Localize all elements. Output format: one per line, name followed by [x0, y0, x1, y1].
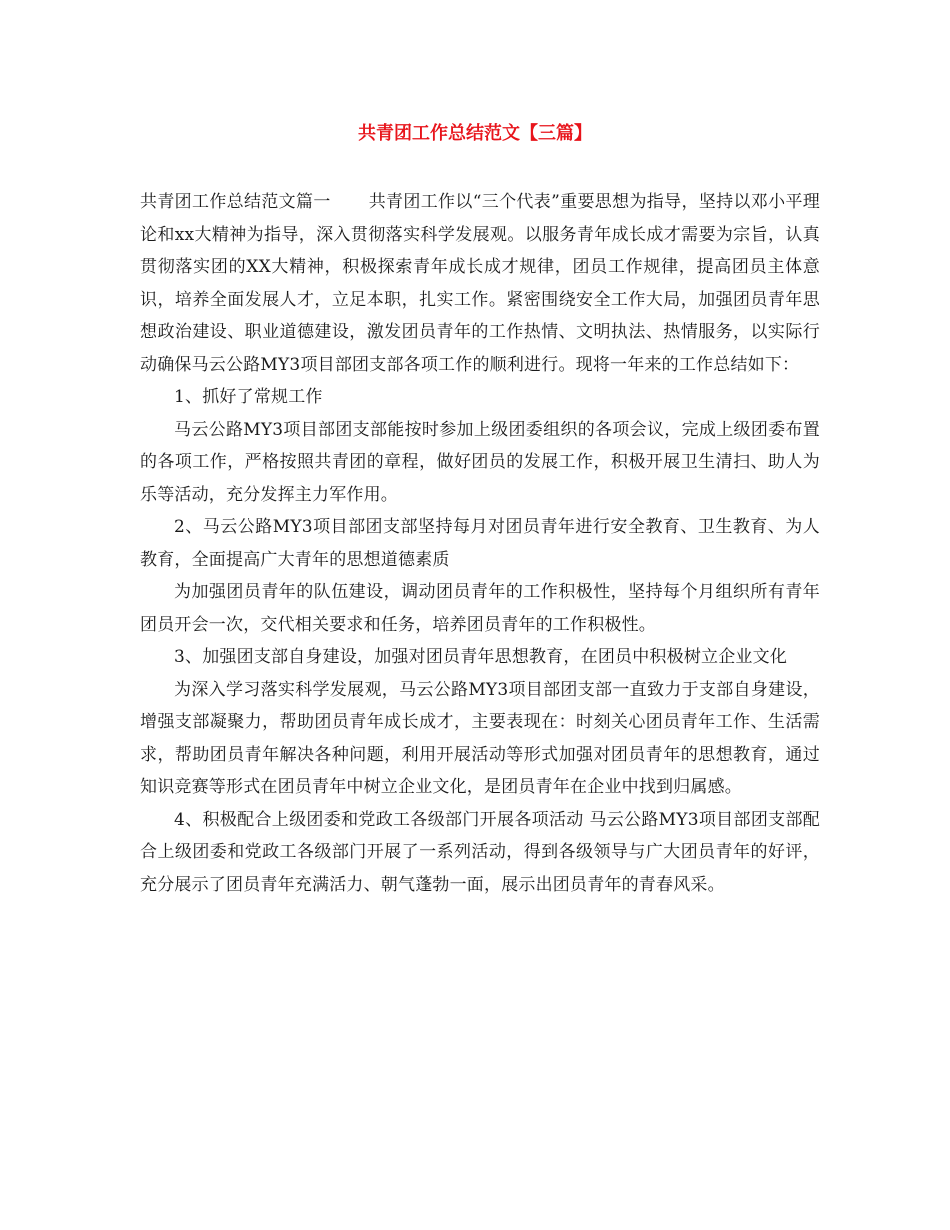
section-title-1: 共青团工作总结范文篇一: [140, 192, 331, 212]
document-body: [140, 186, 820, 901]
item-heading-3: 3、加强团支部自身建设，加强对团员青年思想教育，在团员中积极树立企业文化: [174, 647, 788, 667]
lead-text: 共青团工作以“三个代表”重要思想为指导，坚持以邓小平理论和xx大精神为指导，深入贯彻落实科学发展观。以服务青年成长成才需要为宗旨，认真贯彻落实团的XX大精神，积极探索青年成长成才规律，团员工作规律，提高团员主体意识，培养全面发展人才，立足本职，扎实工作。紧密围绕安全工作大局，加强团员青年思想政治建设、职业道德建设，激发团员青年的工作热情、文明执法、热情服务，以实际行动确保马云公路MY3项目部团支部各项工作的顺利进行。现将一年来的工作总结如下：: [140, 192, 821, 375]
body-paragraph-1: 马云公路MY3项目部团支部能按时参加上级团委组织的各项会议，完成上级团委布置的各项工作，严格按照共青团的章程，做好团员的发展工作，积极开展卫生清扫、助人为乐等活动，充分发挥主力军作用。: [140, 419, 820, 505]
body-paragraph-3: 为深入学习落实科学发展观，马云公路MY3项目部团支部一直致力于支部自身建设，增强支部凝聚力，帮助团员青年成长成才，主要表现在：时刻关心团员青年工作、生活需求，帮助团员青年解决各种问题，利用开展活动等形式加强对团员青年的思想教育，通过知识竞赛等形式在团员青年中树立企业文化，是团员青年在企业中找到归属感。: [140, 679, 820, 797]
body-paragraph-2: 为加强团员青年的队伍建设，调动团员青年的工作积极性，坚持每个月组织所有青年团员开会一次，交代相关要求和任务，培养团员青年的工作积极性。: [140, 582, 820, 635]
lead-paragraph: [140, 186, 820, 381]
document-title: 共青团工作总结范文【三篇】: [358, 123, 592, 144]
item-heading-2: 2、马云公路MY3项目部团支部坚持每月对团员青年进行安全教育、卫生教育、为人教育，全面提高广大青年的思想道德素质: [140, 517, 820, 570]
item-heading-1: 1、抓好了常规工作: [174, 387, 323, 407]
item-heading-4: 4、积极配合上级团委和党政工各级部门开展各项活动 马云公路MY3项目部团支部配合上级团委和党政工各级部门开展了一系列活动，得到各级领导与广大团员青年的好评，充分展示了团员青年充满活力、朝气蓬勃一面，展示出团员青年的青春风采。: [140, 809, 820, 895]
